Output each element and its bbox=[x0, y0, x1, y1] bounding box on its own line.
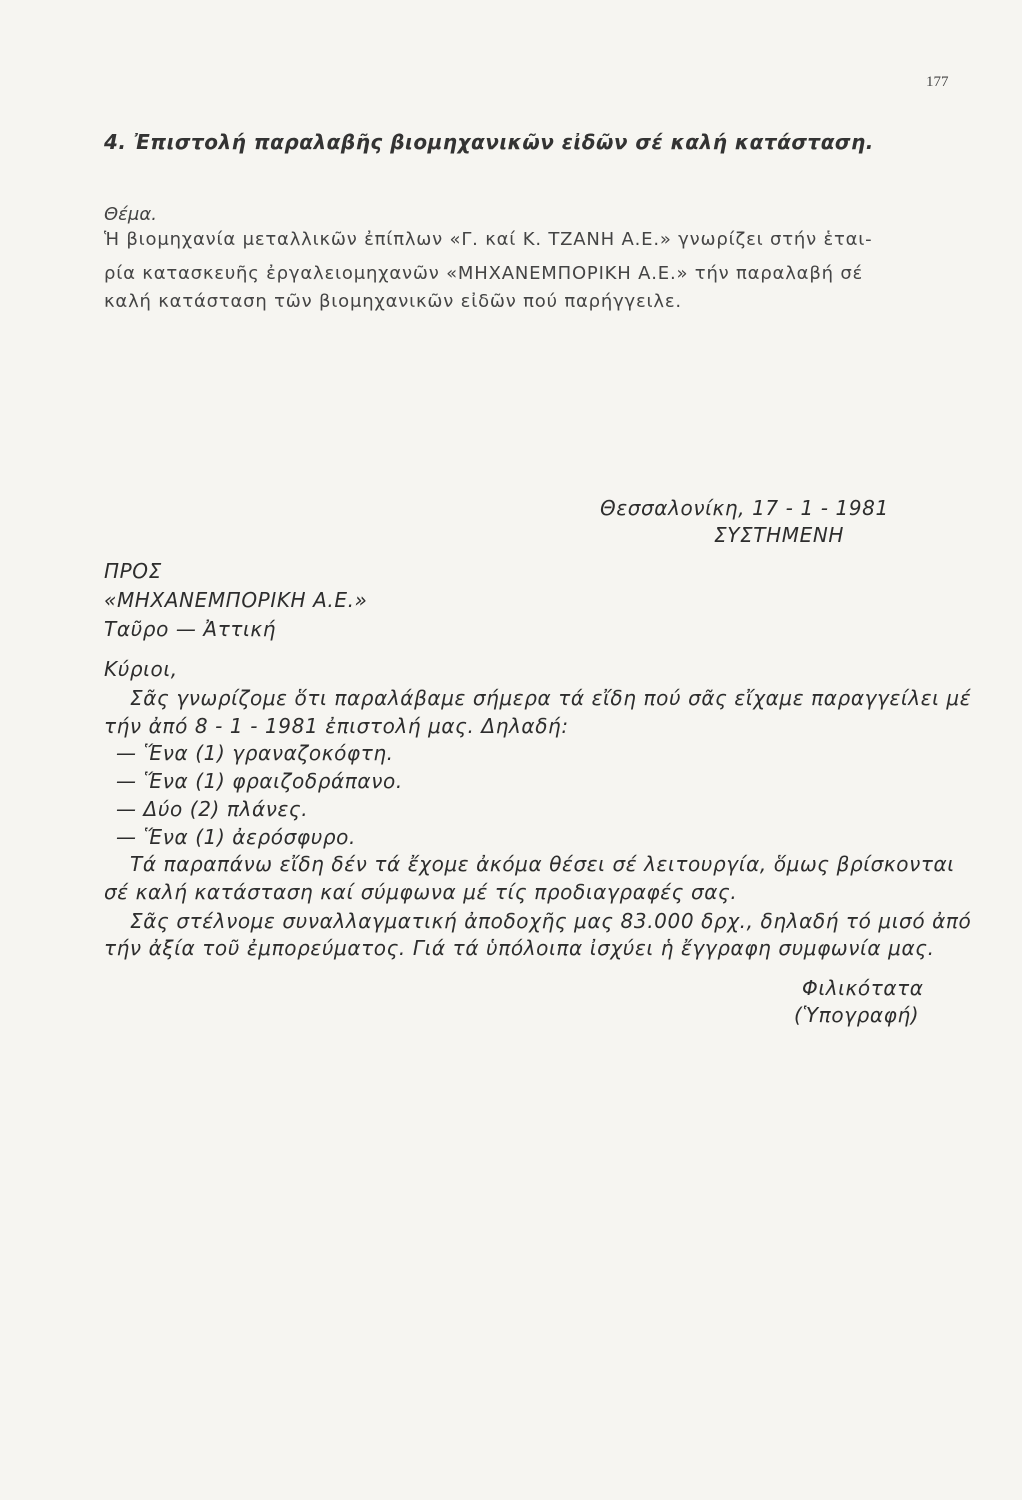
subject-line: Ἡ βιομηχανία μεταλλικῶν ἐπίπλων «Γ. καί Κ. ΤΖΑΝΗ Α.Ε.» γνωρίζει στήν ἑται- bbox=[104, 229, 873, 250]
list-item: — Δύο (2) πλάνες. bbox=[116, 797, 309, 821]
letter-closing: Φιλικότατα bbox=[802, 976, 924, 1000]
letter-paragraph-line: τήν ἀξία τοῦ ἐμπορεύματος. Γιά τά ὑπόλοιπα ἰσχύει ἡ ἔγγραφη συμφωνία μας. bbox=[104, 936, 935, 960]
letter-paragraph-line: σέ καλή κατάσταση καί σύμφωνα μέ τίς προδιαγραφές σας. bbox=[104, 880, 738, 904]
letter-to-label: ΠΡΟΣ bbox=[104, 559, 162, 583]
section-heading: 4. Ἐπιστολή παραλαβῆς βιομηχανικῶν εἰδῶν σέ καλή κατάσταση. bbox=[104, 130, 874, 154]
list-item: — Ἕνα (1) φραιζοδράπανο. bbox=[116, 769, 403, 793]
letter-signature: (Ὑπογραφή) bbox=[794, 1003, 920, 1027]
subject-label: Θέμα. bbox=[104, 204, 157, 225]
letter-address: Ταῦρο — Ἀττική bbox=[104, 617, 277, 641]
letter-salutation: Κύριοι, bbox=[104, 657, 178, 681]
list-item: — Ἕνα (1) γραναζοκόφτη. bbox=[116, 741, 394, 765]
letter-place-date: Θεσσαλονίκη, 17 - 1 - 1981 bbox=[600, 496, 889, 520]
letter-paragraph-line: Τά παραπάνω εἴδη δέν τά ἔχομε ἀκόμα θέσει σέ λειτουργία, ὅμως βρίσκονται bbox=[130, 852, 955, 876]
page-number: 177 bbox=[926, 74, 949, 90]
list-item: — Ἕνα (1) ἀερόσφυρο. bbox=[116, 825, 356, 849]
letter-body-line: τήν ἀπό 8 - 1 - 1981 ἐπιστολή μας. Δηλαδή: bbox=[104, 714, 569, 738]
letter-registered: ΣΥΣΤΗΜΕΝΗ bbox=[714, 523, 845, 547]
subject-line: ρία κατασκευῆς ἐργαλειομηχανῶν «ΜΗΧΑΝΕΜΠΟΡΙΚΗ Α.Ε.» τήν παραλαβή σέ bbox=[104, 263, 864, 284]
letter-paragraph-line: Σᾶς στέλνομε συναλλαγματική ἀποδοχῆς μας 83.000 δρχ., δηλαδή τό μισό ἀπό bbox=[130, 909, 972, 933]
subject-line: καλή κατάσταση τῶν βιομηχανικῶν εἰδῶν πού παρήγγειλε. bbox=[104, 291, 682, 312]
letter-body-line: Σᾶς γνωρίζομε ὅτι παραλάβαμε σήμερα τά εἴδη πού σᾶς εἴχαμε παραγγείλει μέ bbox=[130, 686, 972, 710]
letter-recipient: «ΜΗΧΑΝΕΜΠΟΡΙΚΗ Α.Ε.» bbox=[104, 588, 368, 612]
